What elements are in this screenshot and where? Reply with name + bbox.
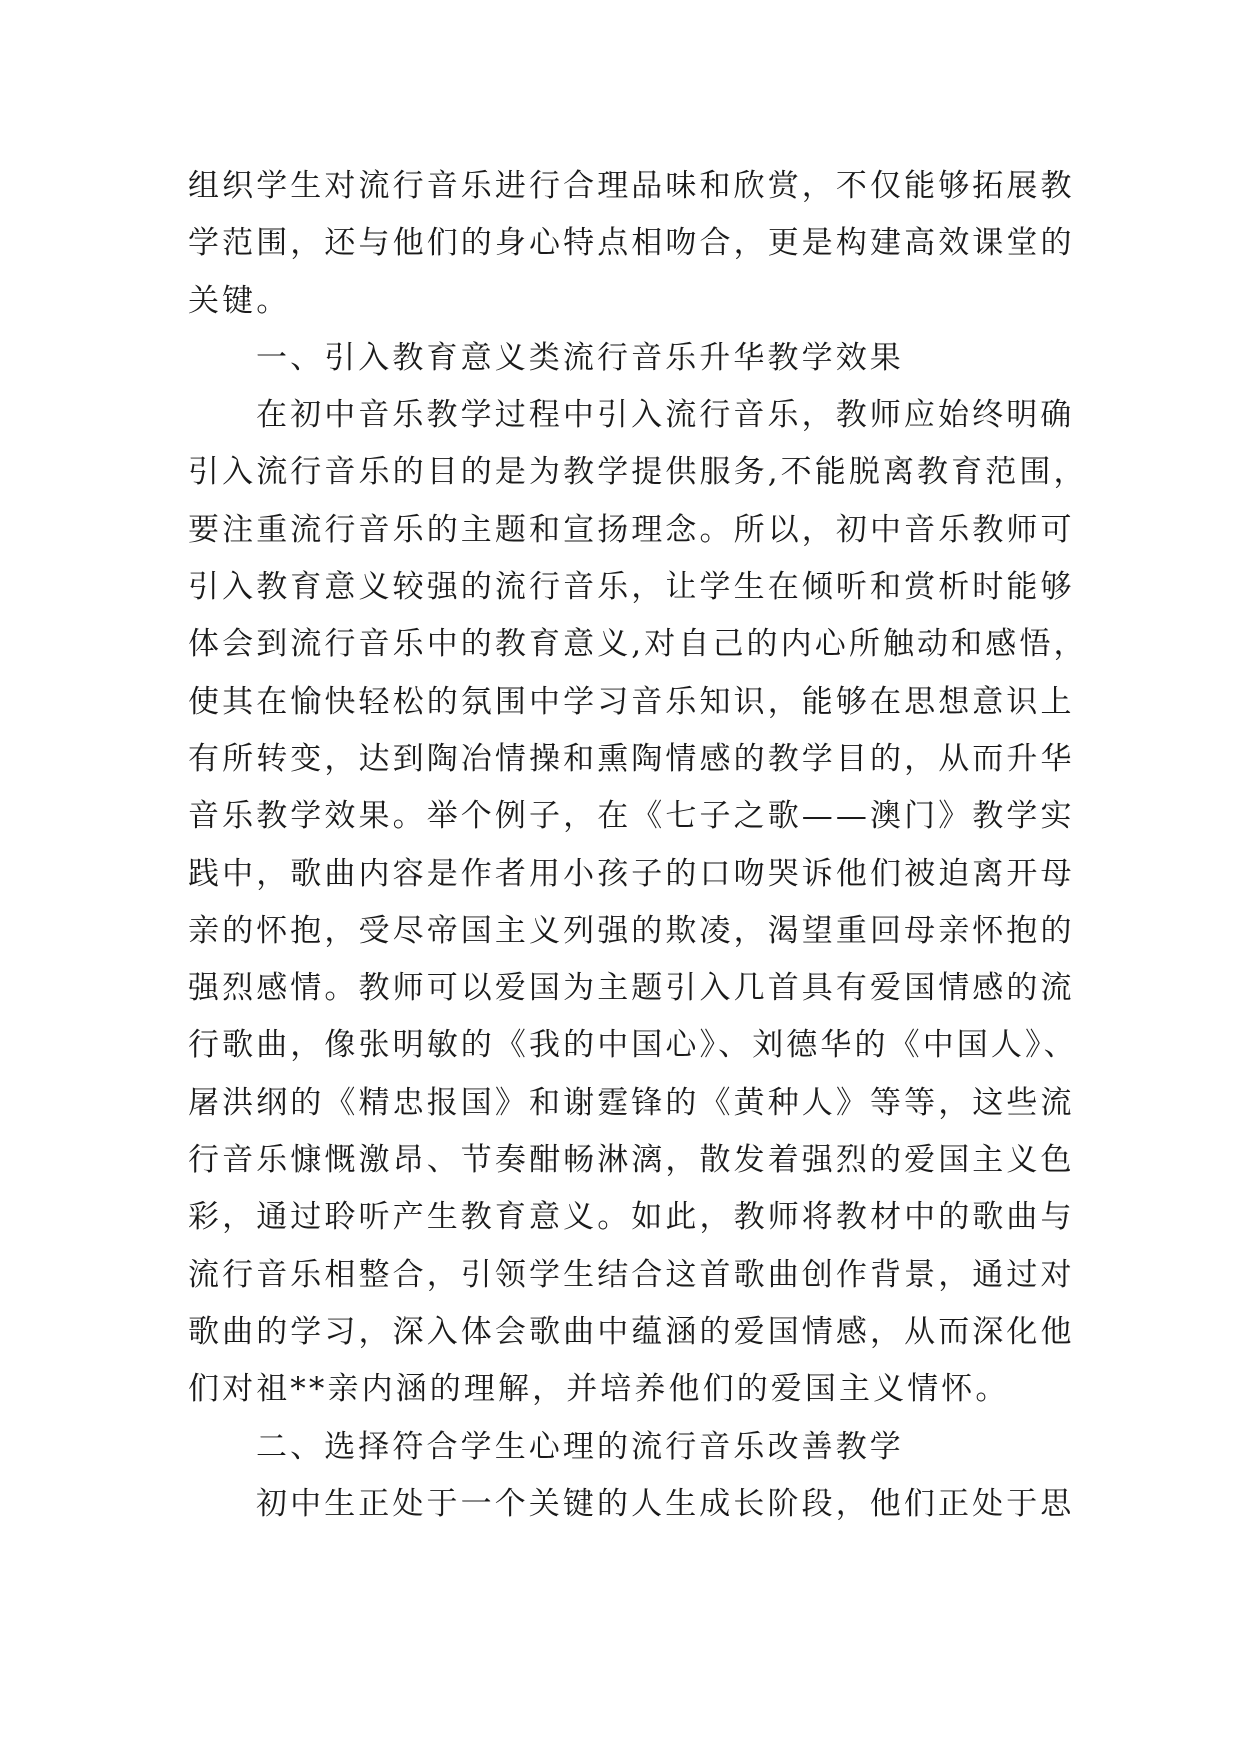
text-line: 践中，歌曲内容是作者用小孩子的口吻哭诉他们被迫离开母 bbox=[188, 855, 1075, 892]
text-line: 流行音乐相整合，引领学生结合这首歌曲创作背景，通过对 bbox=[188, 1256, 1075, 1293]
text-line: 引入教育意义较强的流行音乐，让学生在倾听和赏析时能够 bbox=[188, 569, 1075, 606]
text-line: 强烈感情。教师可以爱国为主题引入几首具有爱国情感的流 bbox=[188, 970, 1075, 1007]
text-line: 彩，通过聆听产生教育意义。如此，教师将教材中的歌曲与 bbox=[188, 1199, 1075, 1236]
text-line: 关键。 bbox=[188, 282, 291, 319]
text-line: 歌曲的学习，深入体会歌曲中蕴涵的爱国情感，从而深化他 bbox=[188, 1313, 1075, 1350]
text-line: 学范围，还与他们的身心特点相吻合，更是构建高效课堂的 bbox=[188, 225, 1075, 262]
text-line: 音乐教学效果。举个例子，在《七子之歌——澳门》教学实 bbox=[188, 798, 1075, 835]
text-line: 屠洪纲的《精忠报国》和谢霆锋的《黄种人》等等，这些流 bbox=[188, 1084, 1075, 1121]
text-line: 使其在愉快轻松的氛围中学习音乐知识，能够在思想意识上 bbox=[188, 683, 1075, 720]
text-line: 们对祖**亲内涵的理解，并培养他们的爱国主义情怀。 bbox=[188, 1371, 1010, 1408]
text-line: 要注重流行音乐的主题和宣扬理念。所以，初中音乐教师可 bbox=[188, 511, 1075, 548]
section-heading: 二、选择符合学生心理的流行音乐改善教学 bbox=[256, 1428, 904, 1465]
section-heading: 一、引入教育意义类流行音乐升华教学效果 bbox=[256, 339, 904, 376]
text-line: 亲的怀抱，受尽帝国主义列强的欺凌，渴望重回母亲怀抱的 bbox=[188, 912, 1075, 949]
text-line: 行歌曲，像张明敏的《我的中国心》、刘德华的《中国人》、 bbox=[188, 1027, 1078, 1064]
text-line: 初中生正处于一个关键的人生成长阶段，他们正处于思 bbox=[256, 1485, 1075, 1522]
document-body bbox=[188, 158, 1088, 1533]
text-line: 引入流行音乐的目的是为教学提供服务,不能脱离教育范围， bbox=[188, 454, 1088, 491]
text-line: 体会到流行音乐中的教育意义,对自己的内心所触动和感悟， bbox=[188, 626, 1088, 663]
text-line: 组织学生对流行音乐进行合理品味和欣赏，不仅能够拓展教 bbox=[188, 168, 1075, 204]
text-line: 在初中音乐教学过程中引入流行音乐，教师应始终明确 bbox=[256, 397, 1075, 434]
text-line: 行音乐慷慨激昂、节奏酣畅淋漓，散发着强烈的爱国主义色 bbox=[188, 1142, 1075, 1179]
text-line: 有所转变，达到陶冶情操和熏陶情感的教学目的，从而升华 bbox=[188, 740, 1075, 777]
